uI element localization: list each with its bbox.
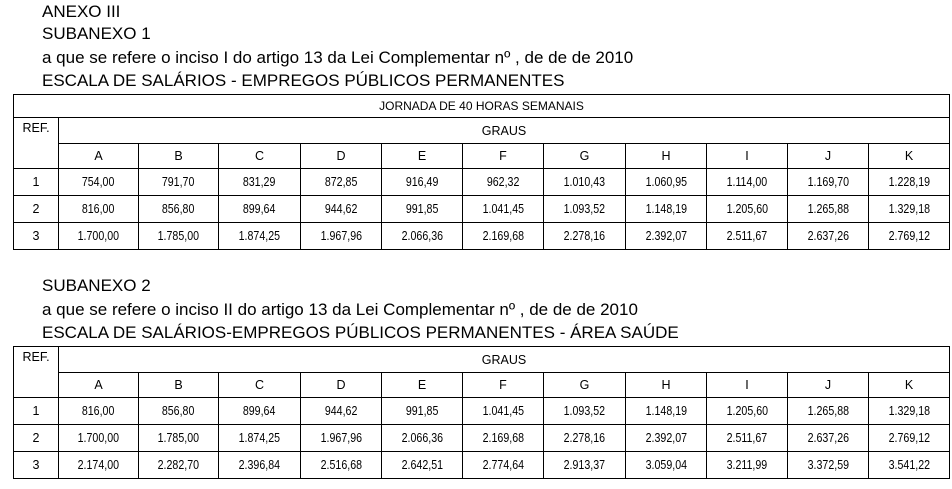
- table-row: [14, 223, 950, 250]
- salary-value: 1.205,60: [726, 404, 768, 418]
- salary-value: 3.059,04: [645, 458, 687, 472]
- ref-cell: 2: [14, 196, 59, 223]
- salary-value: 1.060,95: [645, 175, 687, 189]
- salary-cell: [219, 223, 301, 250]
- salary-value: 2.169,68: [482, 431, 524, 445]
- salary-cell: [463, 223, 544, 250]
- salary-cell: [301, 452, 382, 479]
- salary-cell: [463, 425, 544, 452]
- grade-column-header: K: [869, 373, 950, 398]
- subannex-1-title: SUBANEXO 1: [42, 24, 151, 43]
- salary-cell: [869, 169, 950, 196]
- salary-value: 2.637,26: [807, 229, 849, 243]
- salary-value: 1.093,52: [563, 202, 606, 216]
- salary-value: 916,49: [405, 175, 439, 189]
- salary-cell: [544, 452, 626, 479]
- table-row: [14, 169, 950, 196]
- salary-cell: [463, 452, 544, 479]
- grade-column-header: F: [463, 144, 544, 169]
- grade-column-header: E: [382, 373, 463, 398]
- grade-column-header: G: [544, 373, 626, 398]
- salary-value: 2.169,68: [482, 229, 524, 243]
- salary-cell: [626, 425, 707, 452]
- salary-value: 1.041,45: [482, 404, 524, 418]
- salary-value: 856,80: [162, 202, 195, 216]
- salary-cell: [788, 398, 869, 425]
- grade-column-header: G: [544, 144, 626, 169]
- salary-cell: [139, 223, 219, 250]
- salary-value: 1.967,96: [320, 431, 362, 445]
- salary-cell: [869, 196, 950, 223]
- salary-cell: [626, 196, 707, 223]
- salary-cell: [219, 398, 301, 425]
- grade-column-header: I: [707, 373, 788, 398]
- salary-cell: [544, 169, 626, 196]
- salary-value: 1.785,00: [157, 431, 200, 445]
- salary-value: 2.066,36: [401, 431, 443, 445]
- salary-cell: [219, 169, 301, 196]
- salary-cell: [139, 425, 219, 452]
- graus-header: GRAUS: [59, 118, 950, 144]
- salary-cell: [139, 452, 219, 479]
- grade-column-header: J: [788, 373, 869, 398]
- subannex-2-title: SUBANEXO 2: [42, 276, 151, 295]
- salary-value: 754,00: [82, 175, 115, 189]
- salary-cell: [219, 196, 301, 223]
- salary-cell: [707, 223, 788, 250]
- grade-column-header: A: [59, 144, 139, 169]
- table-row: [14, 196, 950, 223]
- salary-cell: [59, 452, 139, 479]
- salary-cell: [463, 398, 544, 425]
- salary-value: 1.228,19: [888, 175, 930, 189]
- salary-table-2: [13, 346, 950, 479]
- salary-cell: [544, 223, 626, 250]
- salary-value: 3.541,22: [888, 458, 930, 472]
- salary-value: 1.967,96: [320, 229, 362, 243]
- salary-value: 2.396,84: [238, 458, 281, 472]
- salary-value: 1.148,19: [645, 404, 687, 418]
- salary-cell: [544, 425, 626, 452]
- salary-cell: [869, 452, 950, 479]
- salary-value: 1.114,00: [726, 175, 768, 189]
- salary-cell: [869, 398, 950, 425]
- grade-column-header: I: [707, 144, 788, 169]
- salary-value: 2.511,67: [726, 229, 768, 243]
- salary-cell: [139, 398, 219, 425]
- salary-cell: [626, 169, 707, 196]
- salary-value: 1.010,43: [563, 175, 606, 189]
- salary-value: 1.700,00: [77, 431, 120, 445]
- salary-value: 1.169,70: [807, 175, 849, 189]
- ref-cell: 2: [14, 425, 59, 452]
- salary-cell: [139, 196, 219, 223]
- subannex-2-reference: a que se refere o inciso II do artigo 13 da Lei Complementar nº , de de de 2010: [42, 300, 638, 319]
- salary-value: 2.392,07: [645, 229, 687, 243]
- salary-value: 816,00: [82, 404, 115, 418]
- salary-value: 2.642,51: [401, 458, 443, 472]
- salary-value: 944,62: [324, 202, 358, 216]
- subannex-1-heading: ESCALA DE SALÁRIOS - EMPREGOS PÚBLICOS PERMANENTES: [42, 71, 565, 90]
- salary-value: 1.265,88: [807, 202, 849, 216]
- salary-cell: [544, 196, 626, 223]
- salary-value: 816,00: [82, 202, 115, 216]
- salary-value: 1.148,19: [645, 202, 687, 216]
- salary-cell: [626, 223, 707, 250]
- salary-value: 1.700,00: [77, 229, 120, 243]
- salary-cell: [463, 169, 544, 196]
- salary-cell: [382, 425, 463, 452]
- salary-cell: [382, 452, 463, 479]
- grade-column-header: B: [139, 373, 219, 398]
- table-row: [14, 398, 950, 425]
- ref-cell: 3: [14, 223, 59, 250]
- salary-value: 2.913,37: [563, 458, 606, 472]
- salary-cell: [707, 398, 788, 425]
- table-row: [14, 425, 950, 452]
- grade-column-header: H: [626, 144, 707, 169]
- grade-column-header: H: [626, 373, 707, 398]
- grade-header-row: [14, 144, 950, 169]
- salary-value: 3.372,59: [807, 458, 849, 472]
- salary-value: 791,70: [162, 175, 195, 189]
- salary-value: 991,85: [405, 202, 439, 216]
- ref-cell: 1: [14, 398, 59, 425]
- graus-row: [14, 347, 950, 373]
- salary-value: 2.392,07: [645, 431, 687, 445]
- salary-value: 856,80: [162, 404, 195, 418]
- salary-value: 2.066,36: [401, 229, 443, 243]
- grade-column-header: D: [301, 373, 382, 398]
- grade-column-header: K: [869, 144, 950, 169]
- ref-cell: 1: [14, 169, 59, 196]
- grade-column-header: E: [382, 144, 463, 169]
- salary-cell: [382, 196, 463, 223]
- salary-cell: [788, 425, 869, 452]
- salary-value: 1.329,18: [888, 202, 930, 216]
- graus-row: [14, 118, 950, 144]
- salary-value: 2.174,00: [77, 458, 120, 472]
- salary-cell: [788, 223, 869, 250]
- salary-value: 2.637,26: [807, 431, 849, 445]
- salary-cell: [788, 169, 869, 196]
- salary-value: 2.774,64: [482, 458, 524, 472]
- salary-value: 2.769,12: [888, 229, 930, 243]
- salary-cell: [59, 196, 139, 223]
- table-row: [14, 452, 950, 479]
- salary-cell: [626, 398, 707, 425]
- grade-header-row: [14, 373, 950, 398]
- grade-column-header: D: [301, 144, 382, 169]
- hours-banner: JORNADA DE 40 HORAS SEMANAIS: [14, 95, 950, 118]
- salary-table-1: [13, 94, 950, 250]
- salary-value: 991,85: [405, 404, 439, 418]
- salary-value: 2.516,68: [320, 458, 362, 472]
- salary-cell: [463, 196, 544, 223]
- salary-value: 1.874,25: [238, 431, 281, 445]
- salary-value: 944,62: [324, 404, 358, 418]
- salary-value: 3.211,99: [726, 458, 768, 472]
- salary-cell: [219, 452, 301, 479]
- salary-value: 1.874,25: [238, 229, 281, 243]
- salary-value: 899,64: [243, 404, 276, 418]
- grade-column-header: A: [59, 373, 139, 398]
- salary-value: 899,64: [243, 202, 276, 216]
- salary-value: 2.769,12: [888, 431, 930, 445]
- grade-column-header: C: [219, 373, 301, 398]
- ref-header: REF.: [14, 118, 59, 169]
- subannex-1-reference: a que se refere o inciso I do artigo 13 da Lei Complementar nº , de de de 2010: [42, 48, 634, 67]
- salary-value: 1.785,00: [157, 229, 200, 243]
- salary-cell: [59, 223, 139, 250]
- salary-cell: [301, 398, 382, 425]
- grade-column-header: C: [219, 144, 301, 169]
- salary-value: 1.265,88: [807, 404, 849, 418]
- salary-cell: [301, 425, 382, 452]
- salary-value: 1.093,52: [563, 404, 606, 418]
- ref-cell: 3: [14, 452, 59, 479]
- salary-cell: [382, 398, 463, 425]
- salary-cell: [544, 398, 626, 425]
- salary-cell: [788, 452, 869, 479]
- banner-row: [14, 95, 950, 118]
- salary-value: 831,29: [243, 175, 276, 189]
- salary-cell: [707, 169, 788, 196]
- salary-value: 1.041,45: [482, 202, 524, 216]
- salary-cell: [59, 398, 139, 425]
- ref-header: REF.: [14, 347, 59, 398]
- salary-cell: [301, 223, 382, 250]
- salary-value: 1.205,60: [726, 202, 768, 216]
- salary-value: 1.329,18: [888, 404, 930, 418]
- salary-cell: [869, 425, 950, 452]
- graus-header: GRAUS: [59, 347, 950, 373]
- salary-cell: [219, 425, 301, 452]
- salary-value: 872,85: [324, 175, 358, 189]
- salary-cell: [626, 452, 707, 479]
- annex-title: ANEXO III: [42, 2, 121, 21]
- salary-cell: [707, 196, 788, 223]
- salary-cell: [788, 196, 869, 223]
- grade-column-header: J: [788, 144, 869, 169]
- salary-value: 962,32: [486, 175, 520, 189]
- salary-cell: [301, 196, 382, 223]
- grade-column-header: F: [463, 373, 544, 398]
- salary-value: 2.278,16: [563, 229, 606, 243]
- grade-column-header: B: [139, 144, 219, 169]
- salary-cell: [869, 223, 950, 250]
- salary-cell: [139, 169, 219, 196]
- salary-cell: [707, 452, 788, 479]
- salary-cell: [382, 169, 463, 196]
- salary-cell: [382, 223, 463, 250]
- salary-cell: [59, 169, 139, 196]
- salary-cell: [707, 425, 788, 452]
- salary-cell: [59, 425, 139, 452]
- salary-cell: [301, 169, 382, 196]
- salary-value: 2.278,16: [563, 431, 606, 445]
- salary-value: 2.282,70: [157, 458, 200, 472]
- subannex-2-heading: ESCALA DE SALÁRIOS-EMPREGOS PÚBLICOS PERMANENTES - ÁREA SAÚDE: [42, 323, 679, 342]
- salary-value: 2.511,67: [726, 431, 768, 445]
